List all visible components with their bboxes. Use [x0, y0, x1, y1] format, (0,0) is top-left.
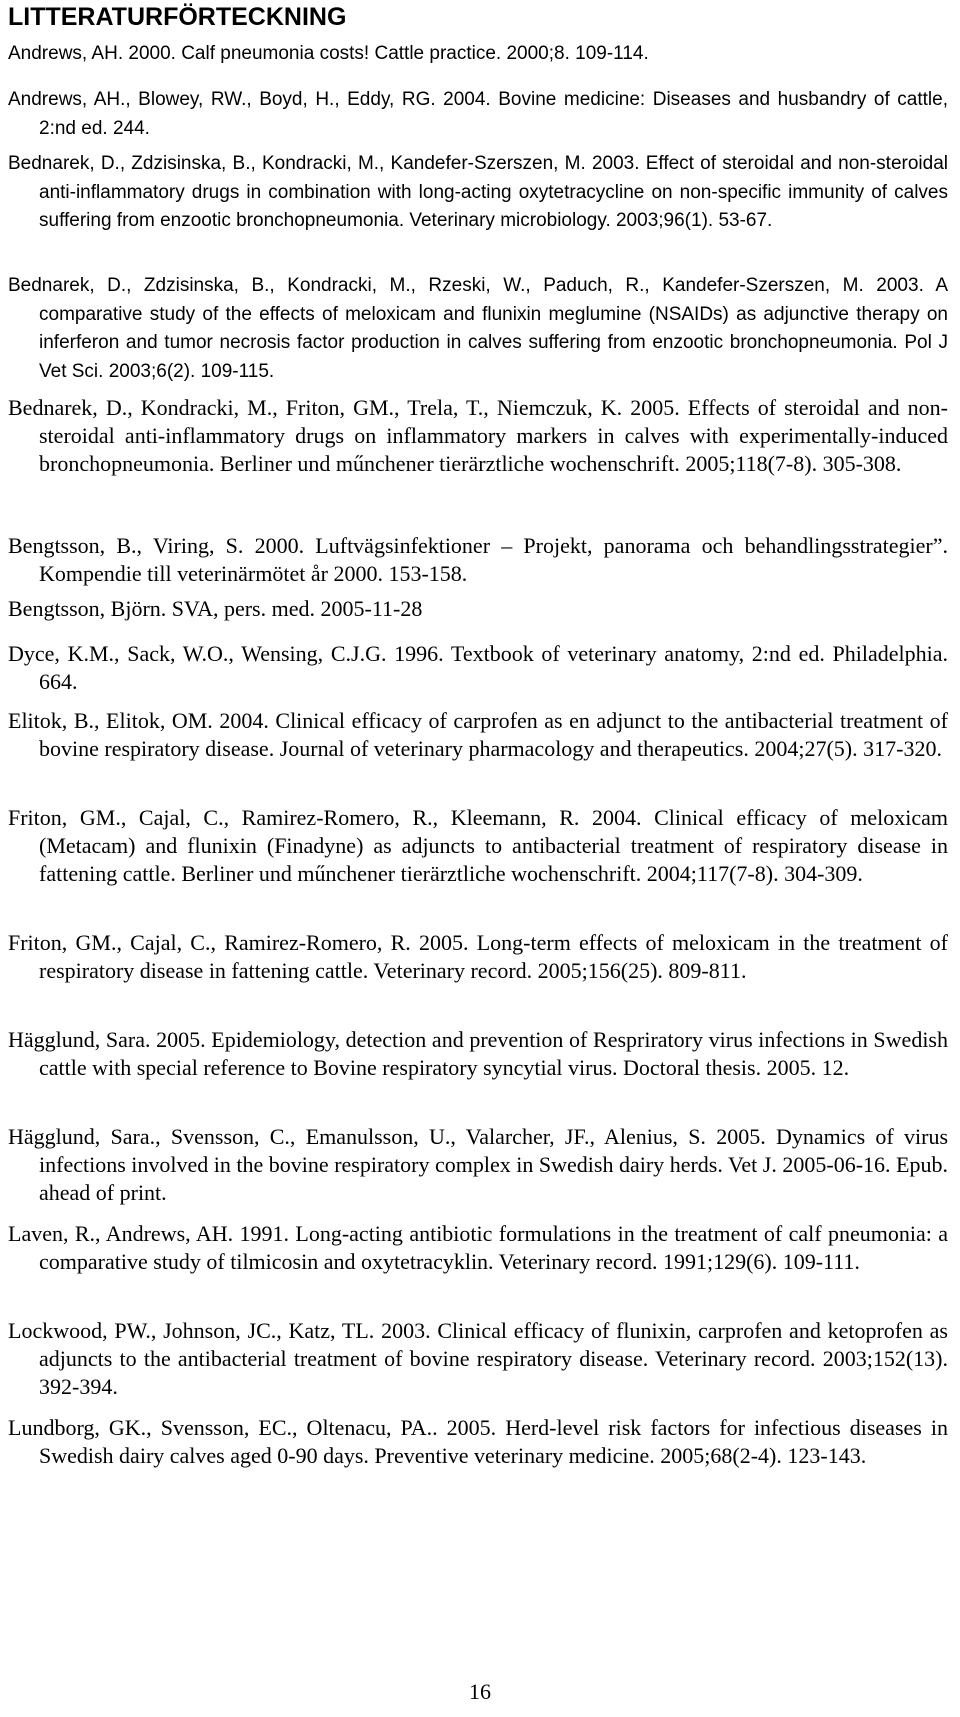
reference-friton-2005: Friton, GM., Cajal, C., Ramirez-Romero, R. 2005. Long-term effects of meloxicam in the treatment of respiratory disease in fattening cattle. Veterinary record. 2005;156(25). 809-811.: [8, 930, 948, 983]
reference-dyce-1996: Dyce, K.M., Sack, W.O., Wensing, C.J.G. 1996. Textbook of veterinary anatomy, 2:nd ed. Philadelphia. 664.: [8, 641, 948, 694]
reference-bengtsson-2000: Bengtsson, B., Viring, S. 2000. Luftvägsinfektioner – Projekt, panorama och behandlingsstrategier”. Kompendie till veterinärmötet år 2000. 153-158.: [8, 533, 948, 586]
reference-hagglund-2005b: Hägglund, Sara., Svensson, C., Emanulsson, U., Valarcher, JF., Alenius, S. 2005. Dynamics of virus infections involved in the bovine respiratory complex in Swedish dairy herds. Vet J. 2005-06-16. Epub. ahead of print.: [8, 1124, 948, 1205]
reference-hagglund-2005a: Hägglund, Sara. 2005. Epidemiology, detection and prevention of Respriratory virus infections in Swedish cattle with special reference to Bovine respiratory syncytial virus. Doctoral thesis. 2005. 12.: [8, 1027, 948, 1080]
reference-bengtsson-pers: Bengtsson, Björn. SVA, pers. med. 2005-11-28: [8, 596, 423, 621]
reference-lockwood-2003: Lockwood, PW., Johnson, JC., Katz, TL. 2003. Clinical efficacy of flunixin, carprofen and ketoprofen as adjuncts to the antibacterial treatment of bovine respiratory disease. Veterinary record. 2003;152(13). 392-394.: [8, 1318, 948, 1399]
reference-andrews-2000: Andrews, AH. 2000. Calf pneumonia costs! Cattle practice. 2000;8. 109-114.: [8, 43, 649, 64]
reference-bednarek-2003b: Bednarek, D., Zdzisinska, B., Kondracki, M., Rzeski, W., Paduch, R., Kandefer-Szerszen, M. 2003. A comparative study of the effects of meloxicam and flunixin meglumine (NSAIDs) as adjunctive therapy on inferferon and tumor necrosis factor production in calves suffering from enzootic bronchopneumonia. Pol J Vet Sci. 2003;6(2). 109-115.: [8, 275, 948, 382]
reference-laven-1991: Laven, R., Andrews, AH. 1991. Long-acting antibiotic formulations in the treatment of calf pneumonia: a comparative study of tilmicosin and oxytetracyklin. Veterinary record. 1991;129(6). 109-111.: [8, 1221, 948, 1274]
reference-elitok-2004: Elitok, B., Elitok, OM. 2004. Clinical efficacy of carprofen as en adjunct to the antibacterial treatment of bovine respiratory disease. Journal of veterinary pharmacology and therapeutics. 2004;27(5). 317-320.: [8, 708, 948, 761]
page-title: LITTERATURFÖRTECKNING: [8, 3, 347, 31]
page-number: 16: [469, 1679, 491, 1704]
reference-friton-2004: Friton, GM., Cajal, C., Ramirez-Romero, R., Kleemann, R. 2004. Clinical efficacy of meloxicam (Metacam) and flunixin (Finadyne) as adjuncts to antibacterial treatment of respiratory disease in fattening cattle. Berliner und műnchener tierärztliche wochenschrift. 2004;117(7-8). 304-309.: [8, 805, 948, 886]
reference-andrews-2004: Andrews, AH., Blowey, RW., Boyd, H., Eddy, RG. 2004. Bovine medicine: Diseases and husbandry of cattle, 2:nd ed. 244.: [8, 89, 948, 139]
reference-lundborg-2005: Lundborg, GK., Svensson, EC., Oltenacu, PA.. 2005. Herd-level risk factors for infectious diseases in Swedish dairy calves aged 0-90 days. Preventive veterinary medicine. 2005;68(2-4). 123-143.: [8, 1415, 948, 1468]
reference-bednarek-2005: Bednarek, D., Kondracki, M., Friton, GM., Trela, T., Niemczuk, K. 2005. Effects of steroidal and non-steroidal anti-inflammatory drugs on inflammatory markers in calves with experimentally-induced bronchopneumonia. Berliner und műnchener tierärztliche wochenschrift. 2005;118(7-8). 305-308.: [8, 395, 948, 476]
reference-bednarek-2003a: Bednarek, D., Zdzisinska, B., Kondracki, M., Kandefer-Szerszen, M. 2003. Effect of steroidal and non-steroidal anti-inflammatory drugs in combination with long-acting oxytetracycline on non-specific immunity of calves suffering from enzootic bronchopneumonia. Veterinary microbiology. 2003;96(1). 53-67.: [8, 153, 948, 231]
